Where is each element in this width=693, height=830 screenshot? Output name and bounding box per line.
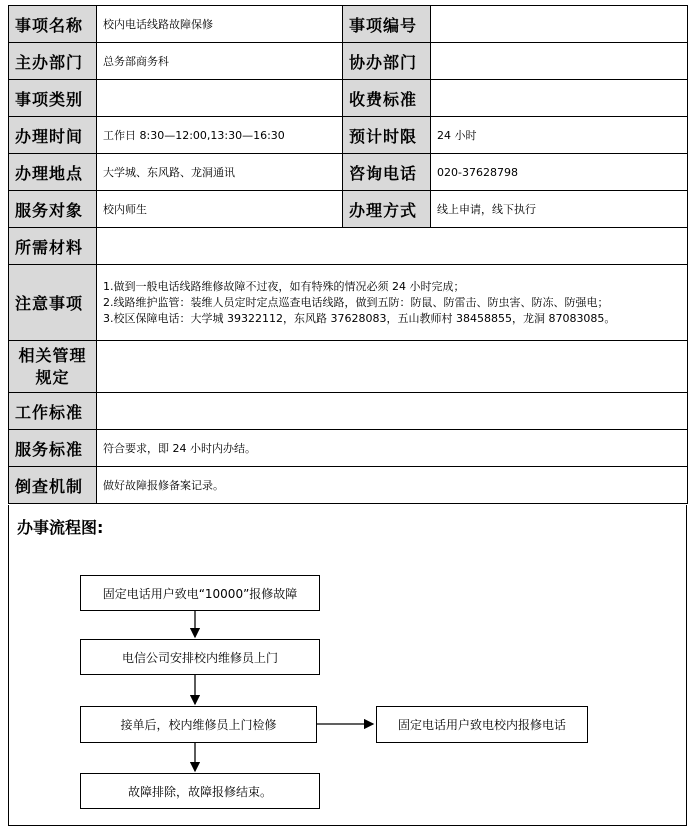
location-value: 大学城、东风路、龙洞通讯 [97,154,343,191]
item-type-value [97,80,343,117]
flow-step-2: 电信公司安排校内维修员上门 [80,639,320,675]
regulations-value [97,341,688,393]
info-table [8,5,688,504]
time-limit-label: 预计时限 [343,117,431,154]
lead-dept-value: 总务部商务科 [97,43,343,80]
work-standard-value [97,393,688,430]
fee-value [431,80,688,117]
item-type-label: 事项类别 [9,80,97,117]
time-limit-value: 24 小时 [431,117,688,154]
table-row [9,341,688,393]
note-line-1: 1.做到一般电话线路维修故障不过夜，如有特殊的情况必须 24 小时完成； [103,279,465,293]
hours-value: 工作日 8:30—12:00,13:30—16:30 [97,117,343,154]
item-name-label: 事项名称 [9,6,97,43]
check-mechanism-label: 倒查机制 [9,467,97,504]
phone-value: 020-37628798 [431,154,688,191]
check-mechanism-value: 做好故障报修备案记录。 [97,467,688,504]
method-label: 办理方式 [343,191,431,228]
regulations-label: 相关管理规定 [9,341,97,393]
table-row [9,191,688,228]
item-code-value [431,6,688,43]
item-name-value: 校内电话线路故障保修 [97,6,343,43]
table-row [9,228,688,265]
table-row [9,393,688,430]
item-code-label: 事项编号 [343,6,431,43]
assist-dept-value [431,43,688,80]
location-label: 办理地点 [9,154,97,191]
audience-value: 校内师生 [97,191,343,228]
flowchart-section [8,505,687,826]
table-row [9,43,688,80]
notes-label: 注意事项 [9,265,97,341]
fee-label: 收费标准 [343,80,431,117]
flow-side-step: 固定电话用户致电校内报修电话 [376,706,588,743]
phone-label: 咨询电话 [343,154,431,191]
service-standard-value: 符合要求，即 24 小时内办结。 [97,430,688,467]
flowchart-title: 办事流程图: [17,518,104,537]
flow-step-4: 故障排除，故障报修结束。 [80,773,320,809]
hours-label: 办理时间 [9,117,97,154]
table-row [9,80,688,117]
service-standard-label: 服务标准 [9,430,97,467]
materials-label: 所需材料 [9,228,97,265]
table-row [9,6,688,43]
flow-step-3: 接单后，校内维修员上门检修 [80,706,317,743]
notes-value [97,265,688,341]
method-value: 线上申请，线下执行 [431,191,688,228]
service-sheet [8,5,687,826]
materials-value [97,228,688,265]
audience-label: 服务对象 [9,191,97,228]
flow-step-1: 固定电话用户致电“10000”报修故障 [80,575,320,611]
table-row [9,117,688,154]
assist-dept-label: 协办部门 [343,43,431,80]
lead-dept-label: 主办部门 [9,43,97,80]
note-line-3: 3.校区保障电话：大学城 39322112，东风路 37628083，五山教师村 38458855，龙洞 87083085。 [103,311,616,325]
work-standard-label: 工作标准 [9,393,97,430]
table-row [9,430,688,467]
table-row [9,154,688,191]
table-row [9,265,688,341]
table-row [9,467,688,504]
note-line-2: 2.线路维护监管：装维人员定时定点巡查电话线路，做到五防：防鼠、防雷击、防虫害、防冻、防强电； [103,295,609,309]
